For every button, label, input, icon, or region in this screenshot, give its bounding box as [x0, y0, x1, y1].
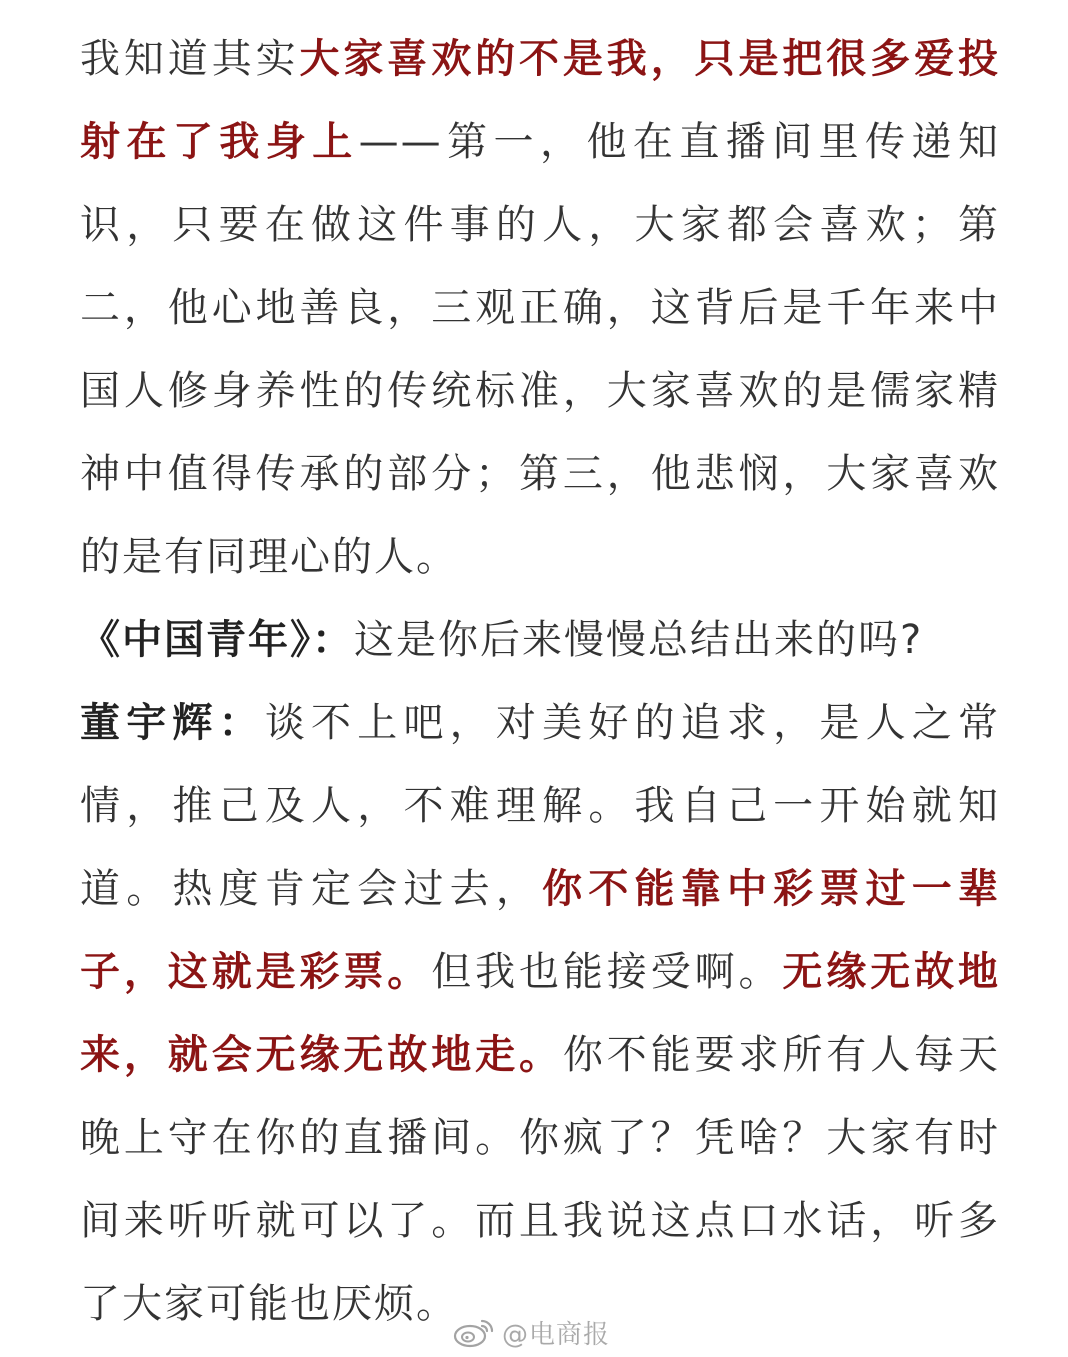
watermark-text: @电商报 — [502, 1319, 611, 1350]
watermark — [452, 1312, 610, 1352]
article-body — [80, 18, 1000, 1346]
highlighted-text: 大家喜欢的不是我，只是把很多爱投射在了我身上 — [80, 36, 1000, 165]
paragraph-intro — [80, 18, 1000, 599]
text-segment: 这是你后来慢慢总结出来的吗? — [354, 617, 924, 663]
highlighted-text: 你不能靠中彩票过一辈子，这就是彩票。 — [80, 866, 1001, 995]
speaker-label: 董宇辉： — [80, 700, 265, 746]
text-segment: 你不能要求所有人每天晚上守在你的直播间。你疯了？凭啥？大家有时间来听听就可以了。而且我说这点口水话，听多了大家可能也厌烦。 — [80, 1032, 1001, 1327]
paragraph-answer — [80, 682, 1000, 1346]
text-segment: 但我也能接受啊。 — [431, 949, 783, 995]
text-segment: ——第一，他在直播间里传递知识，只要在做这件事的人，大家都会喜欢；第二，他心地善良，三观正确，这背后是千年来中国人修身养性的传统标准，大家喜欢的是儒家精神中值得传承的部分；第三，他悲悯，大家喜欢的是有同理心的人。 — [80, 119, 1001, 580]
text-segment: 谈不上吧，对美好的追求，是人之常情，推己及人，不难理解。我自己一开始就知道。热度肯定会过去， — [80, 700, 1001, 912]
paragraph-question — [80, 599, 1000, 682]
highlighted-text: 无缘无故地来，就会无缘无故地走。 — [80, 949, 1001, 1078]
weibo-icon — [452, 1315, 496, 1349]
speaker-label: 《中国青年》： — [80, 617, 354, 663]
text-segment: 我知道其实 — [80, 36, 300, 82]
